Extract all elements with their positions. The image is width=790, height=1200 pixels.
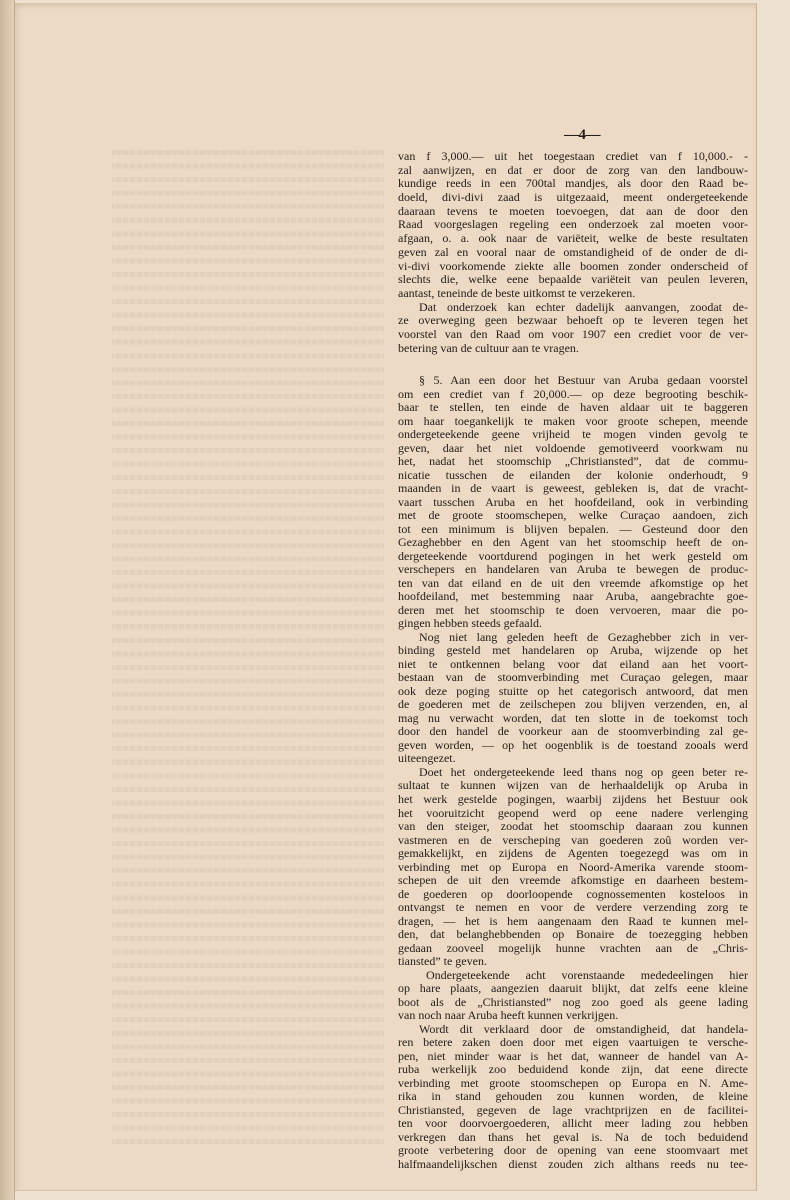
text-line-last: tiansted” te geven. <box>398 954 487 969</box>
text-line: verschepers en handelaren van Aruba te bewegen de produc- <box>398 562 748 577</box>
text-line: geven zal en vooral naar de omstandigheid of de onder de di- <box>398 244 748 259</box>
text-line: pen, niet minder waar is het dat, wanneer de handel van A- <box>398 1048 748 1063</box>
bleed-through-texture <box>112 150 384 1150</box>
text-line: deren met het stoomschip te doen vervoeren, maar die po- <box>398 602 748 617</box>
text-line: van den steiger, zoodat het stoomschip daaraan zou kunnen <box>398 819 748 834</box>
text-line: afgaan, o. a. ook naar de variëteit, welke de beste resultaten <box>398 231 748 246</box>
paragraph-first-line: Doet het ondergeteekende leed thans nog op geen beter re- <box>419 764 748 779</box>
text-line: verkregen dan thans het geval is. Na de toch beduidend <box>398 1129 748 1144</box>
text-line: rika in stand gehouden zou kunnen worden, de kleine <box>398 1089 748 1104</box>
text-line: dergeteekende voortdurend pogingen in het werk gesteld om <box>398 548 748 563</box>
text-line: kundige reeds in een 700tal mandjes, als door den Raad be- <box>398 176 748 191</box>
text-line: ten van dat eiland en de uit den vreemde afkomstige op het <box>398 575 748 590</box>
paragraph-section-5 <box>398 374 748 631</box>
text-line: tot een minimum is blijven bepalen. — Gesteund door den <box>398 521 748 536</box>
text-line: vaart tusschen Aruba en het hoofdeiland, ook in verbinding <box>398 494 748 509</box>
text-line: doeld, divi-divi zaad is uitgezaaid, meent ondergeteekende <box>398 190 748 205</box>
text-line: slechts die, welke eene bepaalde variëteit van peulen leveren, <box>398 272 748 287</box>
text-line: geven, daar het niet voldoende gemotiveerd voorkwam nu <box>398 440 748 455</box>
paragraph <box>398 969 748 1023</box>
text-line: vi-divi voorkomende ziekte alle boomen zonder onderscheid of <box>398 258 748 273</box>
text-line: ren betere zaken doen door met eigen vaartuigen te versche- <box>398 1035 748 1050</box>
text-line: vastmeren en de verscheping van goederen zoû worden ver- <box>398 832 748 847</box>
paragraph <box>398 631 748 766</box>
text-line: het vooruitzicht geopend werd op eene nadere verlenging <box>398 805 748 820</box>
text-line: ruba werkelijk zoo beduidend konde zijn, dat eene directe <box>398 1062 748 1077</box>
text-line: binding gesteld met handelaren op Aruba, wijzende op het <box>398 643 748 658</box>
text-line: ook deze poging stuitte op het categorisch antwoord, dat men <box>398 683 748 698</box>
text-line-last: betering van de cultuur aan te vragen. <box>398 340 579 355</box>
page-number: —4— <box>564 127 600 143</box>
paragraph <box>398 766 748 969</box>
paragraph-continued <box>398 150 748 301</box>
text-line: hoofdeiland, met bestemming naar Aruba, aangebrachte goe- <box>398 589 748 604</box>
text-line-last: gingen hebben steeds gefaald. <box>398 616 542 631</box>
text-line-last: uiteengezet. <box>398 751 456 766</box>
binding-edge <box>0 0 15 1200</box>
paragraph-first-line: Dat onderzoek kan echter dadelijk aanvangen, zoodat de- <box>419 299 748 314</box>
text-line: maanden in de vaart is geweest, gebleken is, dat de vracht- <box>398 481 748 496</box>
text-line: baar te stellen, ten einde de haven aldaar uit te baggeren <box>398 400 748 415</box>
paragraph-continues-next-page <box>398 1023 748 1172</box>
text-line: dragen, — het is hem aangenaam den Raad te kunnen mel- <box>398 913 748 928</box>
text-line-last: van noch naar Aruba heeft kunnen verkrijgen. <box>398 1008 619 1023</box>
text-line: op hare plaats, aangezien daaruit blijkt, dat zelfs eene kleine <box>398 981 748 996</box>
text-line: het werk gestelde pogingen, waarbij zijdens het Bestuur ook <box>398 791 748 806</box>
text-line: boot als de „Christiansted” nog zoo goed als geene lading <box>398 994 748 1009</box>
text-line: mag nu verwacht worden, dat ten slotte in de toekomst toch <box>398 710 748 725</box>
text-line: om een crediet van f 20,000.— op deze begrooting beschik- <box>398 386 748 401</box>
text-line: den, dat belanghebbenden op Bonaire de toezegging hebben <box>398 927 748 942</box>
text-line: bestaan van de stoomverbinding met Curaçao gelegen, maar <box>398 670 748 685</box>
text-line: Raad voorgeslagen regeling een onderzoek zal moeten voor- <box>398 217 748 232</box>
text-line: verbinding met op Europa en Noord-Amerika varende stoom- <box>398 859 748 874</box>
text-line-last: aantast, teneinde de beste uitkomst te verzekeren. <box>398 285 636 300</box>
text-line: schepen de uit den vreemde afkomstige en daarheen bestem- <box>398 873 748 888</box>
paragraph <box>398 301 748 356</box>
text-line: met de groote stoomschepen, welke Curaçao aandoen, zich <box>398 508 748 523</box>
text-line: geven worden, — op het oogenblik is de toestand zooals werd <box>398 737 748 752</box>
text-line: Gezaghebber en den Agent van het stoomschip heeft de on- <box>398 535 748 550</box>
text-line: daaraan tevens te moeten toevoegen, dat aan de door den <box>398 203 748 218</box>
text-line: verbinding met groote stoomschepen op Europa en N. Ame- <box>398 1075 748 1090</box>
text-line: ten voor doorvoergoederen, allicht meer lading zou hebben <box>398 1116 748 1131</box>
text-line: gedaan zooveel mogelijk hunne vrachten aan de „Chris- <box>398 940 748 955</box>
paragraph-first-line: Nog niet lang geleden heeft de Gezaghebber zich in ver- <box>419 629 748 644</box>
text-line: voorstel van den Raad om voor 1907 een crediet voor de ver- <box>398 326 748 341</box>
text-line: door den handel de voorkeur aan de stoomverbinding zal ge- <box>398 724 748 739</box>
text-line: halfmaandelijkschen dienst zouden zich althans reeds nu tee- <box>398 1156 748 1171</box>
text-line: groote verbetering door de opening van eene stoomvaart met <box>398 1143 748 1158</box>
text-line: van f 3,000.— uit het toegestaan crediet van f 10,000.- - <box>398 149 748 163</box>
text-line: niet te ontkennen belang voor dat eiland aan het voort- <box>398 656 748 671</box>
text-line: gemakkelijkt, en zijdens de Agenten toegezegd was om in <box>398 846 748 861</box>
paragraph-first-line: Wordt dit verklaard door de omstandigheid, dat handela- <box>419 1021 748 1036</box>
text-line: zal aanwijzen, en dat er door de zorg van den landbouw- <box>398 162 748 177</box>
text-line: ondergeteekende geene vrijheid te mogen vinden gevolg te <box>398 427 748 442</box>
text-line: de goederen op doorloopende cognossementen kosteloos in <box>398 886 748 901</box>
text-block-section-5 <box>398 374 748 1171</box>
text-line: ze overweging geen bezwaar behoeft op te leveren tegen het <box>398 313 748 328</box>
text-line: Christiansted, gegeven de lage vrachtprijzen en de facilitei- <box>398 1102 748 1117</box>
text-line: nicatie tusschen de eilanden der kolonie onderhoudt, 9 <box>398 467 748 482</box>
section-5-first-line: § 5. Aan een door het Bestuur van Aruba gedaan voorstel <box>419 373 748 387</box>
text-line: het, nadat het stoomschip „Christiansted”, dat de commu- <box>398 454 748 469</box>
text-line: sultaat te kunnen wijzen van de herhaaldelijk op Aruba in <box>398 778 748 793</box>
text-line: de goederen met de zeilschepen zou blijven verzenden, en, al <box>398 697 748 712</box>
paragraph-first-line: Ondergeteekende acht vorenstaande mededeelingen hier <box>426 967 748 982</box>
text-line: om haar toegankelijk te maken voor groote schepen, meende <box>398 413 748 428</box>
text-line: ontvangst te nemen en voor de verdere verzending zorg te <box>398 900 748 915</box>
text-block-top <box>398 150 748 355</box>
